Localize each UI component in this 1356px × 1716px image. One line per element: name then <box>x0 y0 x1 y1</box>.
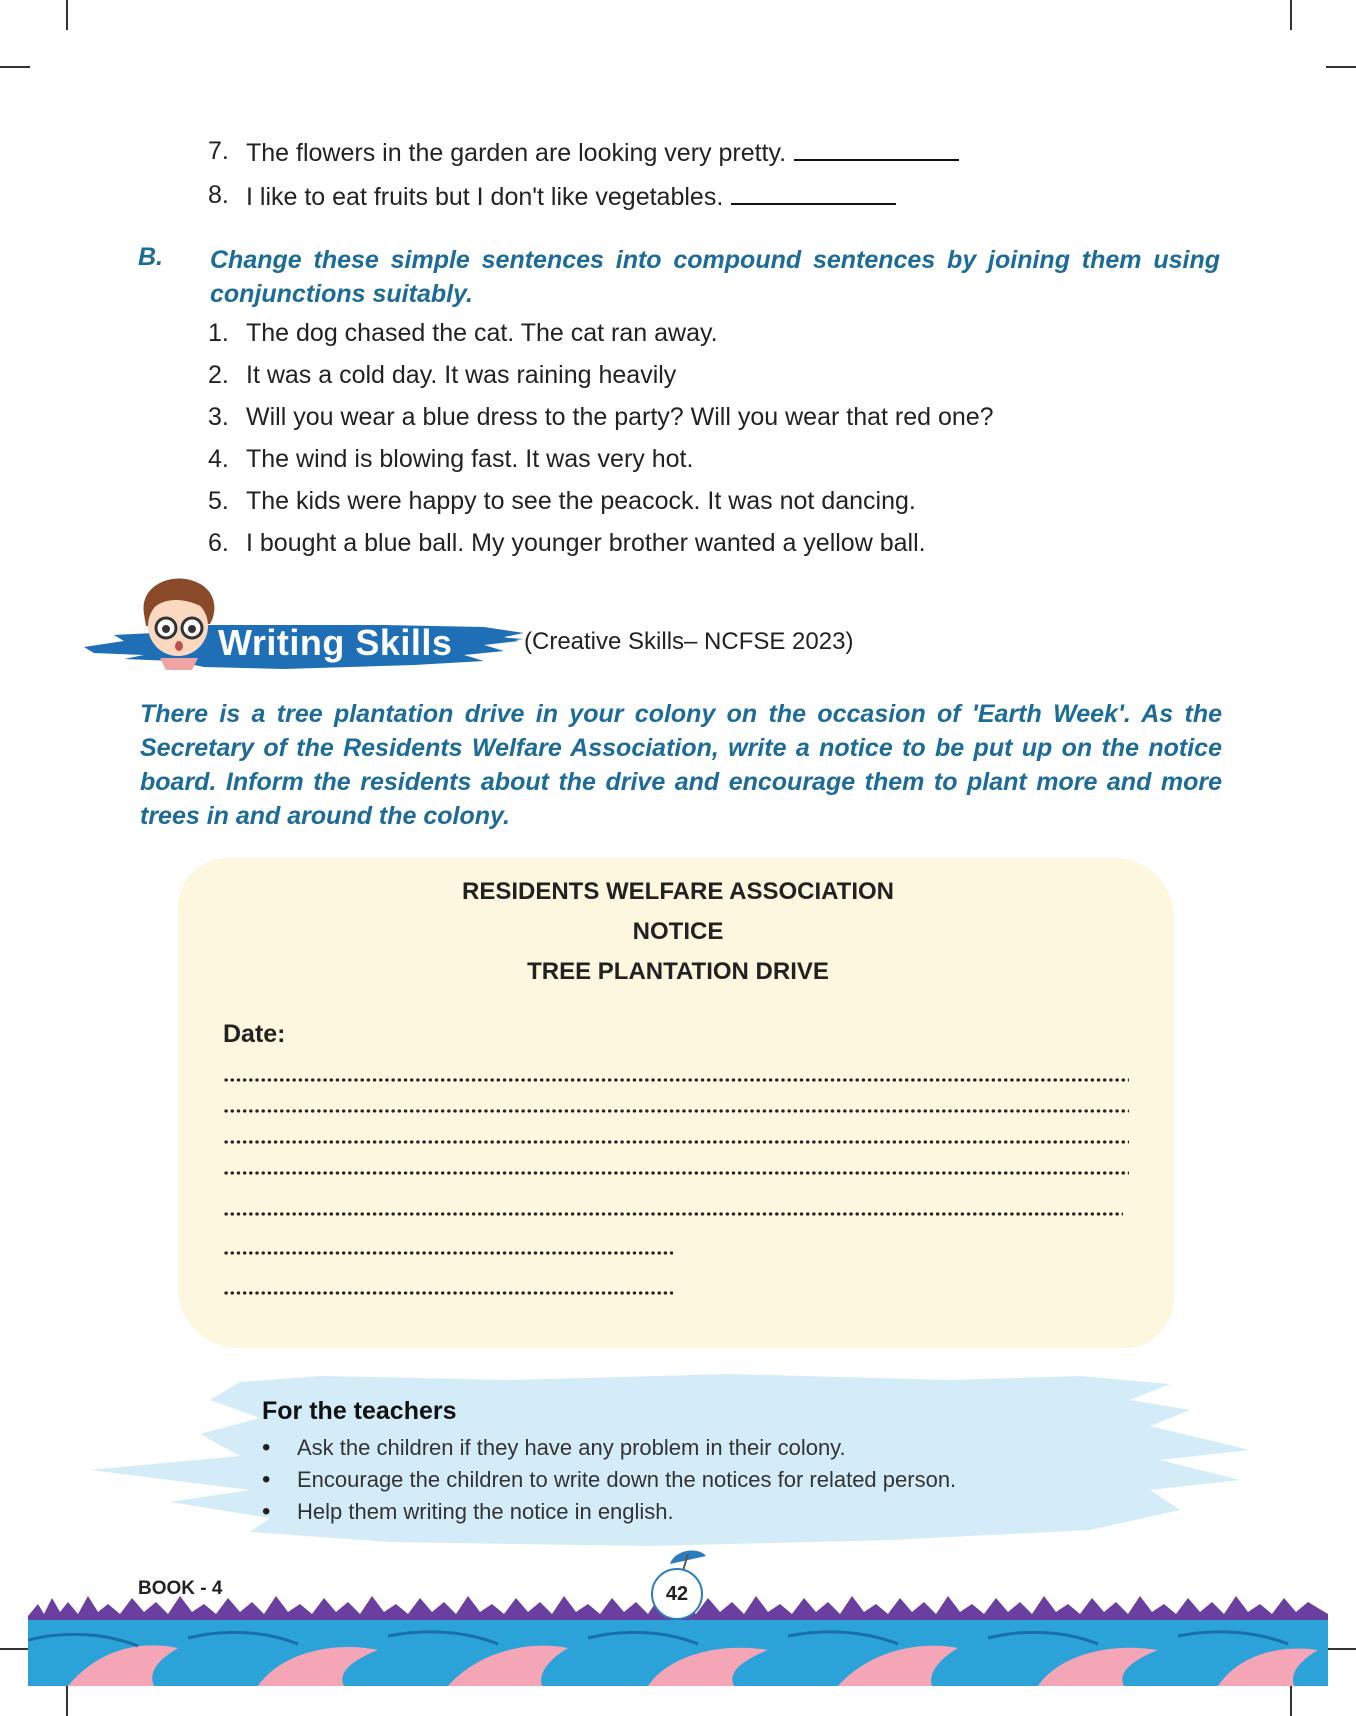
list-item: 4. The wind is blowing fast. It was very hot. <box>208 445 694 473</box>
crop-mark <box>0 66 30 68</box>
crop-mark <box>0 1648 30 1650</box>
writing-line[interactable] <box>223 1108 1129 1114</box>
sentence-text: The dog chased the cat. The cat ran away. <box>246 319 718 347</box>
sentence-text: I like to eat fruits but I don't like vegetables. <box>246 183 724 211</box>
sentence-text: I bought a blue ball. My younger brother wanted a yellow ball. <box>246 529 926 557</box>
sentence-text: It was a cold day. It was raining heavily <box>246 361 677 389</box>
writing-prompt: There is a tree plantation drive in your colony on the occasion of 'Earth Week'. As the Secretary of the Residents Welfare Association, write a notice to be put up on the notice board. Inform the residents about the drive and encourage them to plant more and more trees in and around the colony. <box>140 700 1222 830</box>
list-item: • Encourage the children to write down the notices for related person. <box>262 1464 956 1496</box>
list-item: • Help them writing the notice in english. <box>262 1496 956 1528</box>
notice-heading-association: RESIDENTS WELFARE ASSOCIATION <box>461 878 895 905</box>
list-item: 8. I like to eat fruits but I don't like vegetables. <box>208 181 959 225</box>
list-item: 3. Will you wear a blue dress to the party? Will you wear that red one? <box>208 403 994 431</box>
notice-heading-subject: TREE PLANTATION DRIVE <box>527 958 829 985</box>
sentence-text: The wind is blowing fast. It was very hot. <box>246 445 694 473</box>
list-item: 6. I bought a blue ball. My younger brother wanted a yellow ball. <box>208 529 926 557</box>
teacher-note-title: For the teachers <box>262 1397 457 1425</box>
sentence-text: The flowers in the garden are looking very pretty. <box>246 139 787 167</box>
exercise-a-list <box>208 137 959 225</box>
writing-line[interactable] <box>223 1250 673 1256</box>
writing-line[interactable] <box>223 1077 1129 1083</box>
answer-blank[interactable] <box>731 181 896 205</box>
section-b-instruction: Change these simple sentences into compound sentences by joining them using conjunctions suitably. <box>210 246 1220 308</box>
teacher-points <box>262 1432 956 1528</box>
writing-line[interactable] <box>223 1139 1129 1145</box>
writing-line[interactable] <box>223 1211 1123 1217</box>
writing-line[interactable] <box>223 1170 1129 1176</box>
page-number: 42 <box>651 1568 703 1620</box>
sentence-text: Will you wear a blue dress to the party? Will you wear that red one? <box>246 403 994 431</box>
list-item: 2. It was a cold day. It was raining heavily <box>208 361 677 389</box>
kid-mascot-icon <box>134 574 220 670</box>
crop-mark <box>1326 1648 1356 1650</box>
list-item: 5. The kids were happy to see the peacock. It was not dancing. <box>208 487 916 515</box>
list-item: • Ask the children if they have any problem in their colony. <box>262 1432 956 1464</box>
notice-heading-notice: NOTICE <box>632 918 724 945</box>
section-b-list <box>208 319 994 571</box>
section-b-label: B. <box>138 243 163 271</box>
date-label: Date: <box>223 1020 286 1048</box>
writing-skills-note: (Creative Skills– NCFSE 2023) <box>524 628 854 655</box>
book-label: BOOK - 4 <box>138 1578 223 1599</box>
crop-mark <box>66 0 68 30</box>
writing-skills-title: Writing Skills <box>218 622 453 663</box>
writing-line[interactable] <box>223 1290 673 1296</box>
answer-blank[interactable] <box>794 137 959 161</box>
list-item: 7. The flowers in the garden are looking very pretty. <box>208 137 959 181</box>
sentence-text: The kids were happy to see the peacock. It was not dancing. <box>246 487 916 515</box>
crop-mark <box>1326 66 1356 68</box>
crop-mark <box>66 1686 68 1716</box>
crop-mark <box>1290 0 1292 30</box>
crop-mark <box>1290 1686 1292 1716</box>
list-item: 1. The dog chased the cat. The cat ran away. <box>208 319 718 347</box>
